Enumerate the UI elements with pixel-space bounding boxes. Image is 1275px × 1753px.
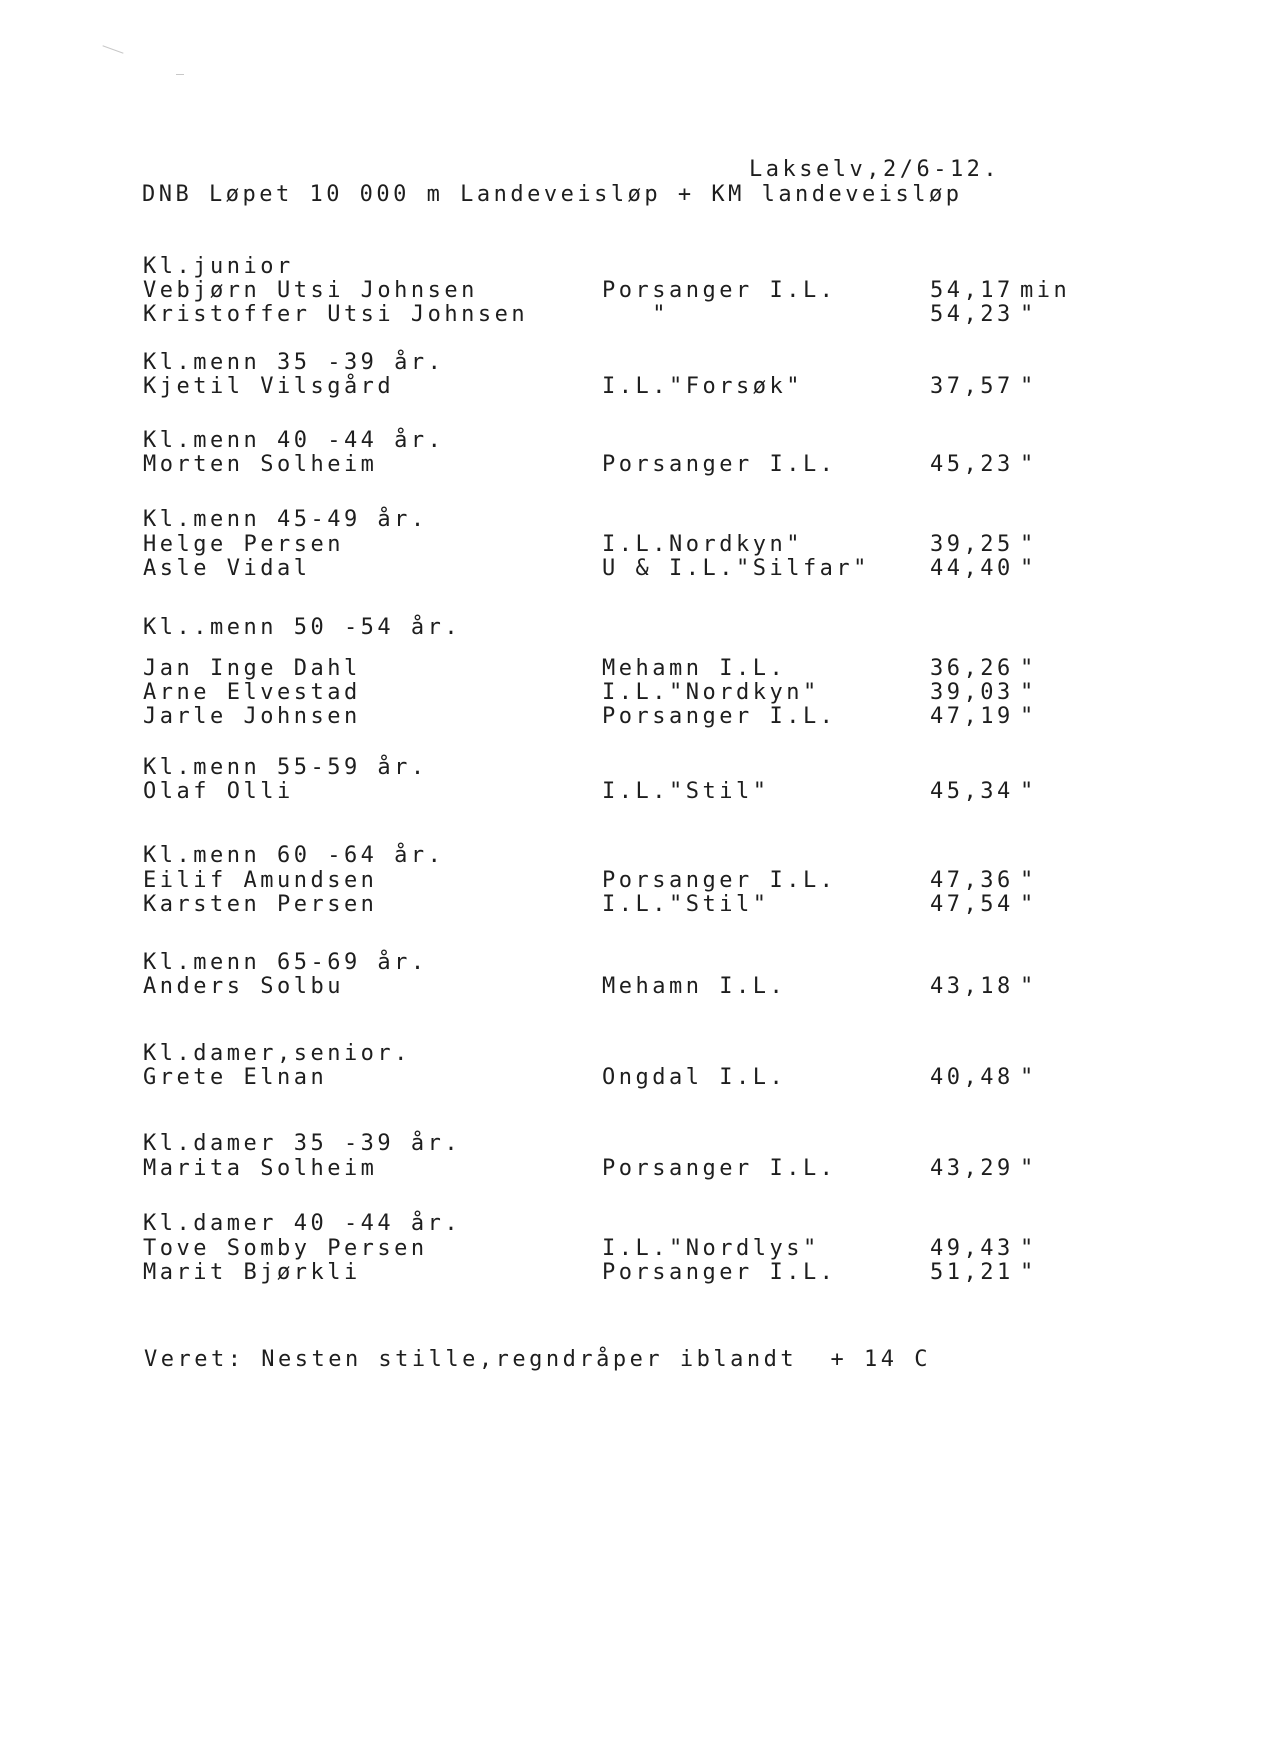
club-name: U & I.L."Silfar" <box>602 556 870 581</box>
result-time: 47,36 <box>930 868 1014 893</box>
result-time: 43,18 <box>930 974 1014 999</box>
class-heading: Kl.damer 35 -39 år. <box>143 1131 462 1156</box>
club-name: Mehamn I.L. <box>602 656 787 681</box>
result-row <box>0 303 1275 327</box>
result-time: 54,17 <box>930 278 1014 303</box>
result-row <box>0 681 1275 705</box>
class-heading: Kl.menn 60 -64 år. <box>143 843 445 868</box>
club-name: Porsanger I.L. <box>602 278 837 303</box>
athlete-name: Helge Persen <box>143 532 344 557</box>
time-unit: " <box>1020 1260 1037 1285</box>
scan-mark <box>176 74 184 75</box>
athlete-name: Morten Solheim <box>143 452 378 477</box>
result-row <box>0 375 1275 399</box>
time-unit: " <box>1020 704 1037 729</box>
club-name: Porsanger I.L. <box>602 1156 837 1181</box>
result-row <box>0 533 1275 557</box>
result-time: 36,26 <box>930 656 1014 681</box>
athlete-name: Karsten Persen <box>143 892 378 917</box>
document-date: Lakselv,2/6-12. <box>749 157 1001 182</box>
club-name: I.L."Stil" <box>602 779 770 804</box>
time-unit: " <box>1020 556 1037 581</box>
athlete-name: Kjetil Vilsgård <box>143 374 395 399</box>
class-heading: Kl.menn 45-49 år. <box>143 507 428 532</box>
club-name: Porsanger I.L. <box>602 868 837 893</box>
club-name: I.L."Forsøk" <box>602 374 803 399</box>
class-heading: Kl.menn 55-59 år. <box>143 755 428 780</box>
result-row <box>0 893 1275 917</box>
result-time: 39,25 <box>930 532 1014 557</box>
class-heading: Kl.menn 65-69 år. <box>143 950 428 975</box>
athlete-name: Kristoffer Utsi Johnsen <box>143 302 529 327</box>
club-name: Ongdal I.L. <box>602 1065 787 1090</box>
class-heading: Kl.menn 40 -44 år. <box>143 428 445 453</box>
time-unit: " <box>1020 680 1037 705</box>
class-heading: Kl.damer,senior. <box>143 1041 411 1066</box>
result-row <box>0 1157 1275 1181</box>
time-unit: " <box>1020 779 1037 804</box>
athlete-name: Tove Somby Persen <box>143 1236 428 1261</box>
club-name: Porsanger I.L. <box>602 704 837 729</box>
scan-mark <box>102 45 123 53</box>
time-unit: " <box>1020 868 1037 893</box>
time-unit: " <box>1020 374 1037 399</box>
result-row <box>0 1066 1275 1090</box>
athlete-name: Marita Solheim <box>143 1156 378 1181</box>
time-unit: " <box>1020 974 1037 999</box>
result-row <box>0 1261 1275 1285</box>
result-time: 47,54 <box>930 892 1014 917</box>
time-unit: " <box>1020 452 1037 477</box>
time-unit: " <box>1020 892 1037 917</box>
time-unit: " <box>1020 656 1037 681</box>
result-row <box>0 869 1275 893</box>
athlete-name: Jan Inge Dahl <box>143 656 361 681</box>
result-time: 43,29 <box>930 1156 1014 1181</box>
class-heading: Kl.junior <box>143 254 294 279</box>
club-name: Porsanger I.L. <box>602 1260 837 1285</box>
result-row <box>0 780 1275 804</box>
club-name: Porsanger I.L. <box>602 452 837 477</box>
athlete-name: Marit Bjørkli <box>143 1260 361 1285</box>
result-time: 51,21 <box>930 1260 1014 1285</box>
result-time: 44,40 <box>930 556 1014 581</box>
result-time: 54,23 <box>930 302 1014 327</box>
class-heading: Kl.damer 40 -44 år. <box>143 1211 462 1236</box>
club-name: I.L.Nordkyn" <box>602 532 803 557</box>
result-row <box>0 1237 1275 1261</box>
athlete-name: Asle Vidal <box>143 556 311 581</box>
class-heading: Kl..menn 50 -54 år. <box>143 615 462 640</box>
athlete-name: Arne Elvestad <box>143 680 361 705</box>
club-name: I.L."Stil" <box>602 892 770 917</box>
result-time: 45,23 <box>930 452 1014 477</box>
result-time: 40,48 <box>930 1065 1014 1090</box>
athlete-name: Eilif Amundsen <box>143 868 378 893</box>
class-heading: Kl.menn 35 -39 år. <box>143 350 445 375</box>
club-name: " <box>602 302 669 327</box>
club-name: Mehamn I.L. <box>602 974 787 999</box>
result-row <box>0 657 1275 681</box>
athlete-name: Jarle Johnsen <box>143 704 361 729</box>
result-time: 39,03 <box>930 680 1014 705</box>
result-row <box>0 557 1275 581</box>
result-row <box>0 705 1275 729</box>
weather-note: Veret: Nesten stille,regndråper iblandt + 14 C <box>144 1347 932 1372</box>
time-unit: " <box>1020 1236 1037 1261</box>
time-unit: min <box>1020 278 1071 303</box>
athlete-name: Grete Elnan <box>143 1065 328 1090</box>
time-unit: " <box>1020 1156 1037 1181</box>
result-time: 45,34 <box>930 779 1014 804</box>
athlete-name: Vebjørn Utsi Johnsen <box>143 278 478 303</box>
athlete-name: Anders Solbu <box>143 974 344 999</box>
time-unit: " <box>1020 302 1037 327</box>
document-title: DNB Løpet 10 000 m Landeveisløp + KM landeveisløp <box>142 182 963 207</box>
result-row <box>0 975 1275 999</box>
club-name: I.L."Nordlys" <box>602 1236 820 1261</box>
result-time: 37,57 <box>930 374 1014 399</box>
result-time: 49,43 <box>930 1236 1014 1261</box>
result-row <box>0 279 1275 303</box>
club-name: I.L."Nordkyn" <box>602 680 820 705</box>
athlete-name: Olaf Olli <box>143 779 294 804</box>
time-unit: " <box>1020 532 1037 557</box>
result-row <box>0 453 1275 477</box>
result-time: 47,19 <box>930 704 1014 729</box>
time-unit: " <box>1020 1065 1037 1090</box>
